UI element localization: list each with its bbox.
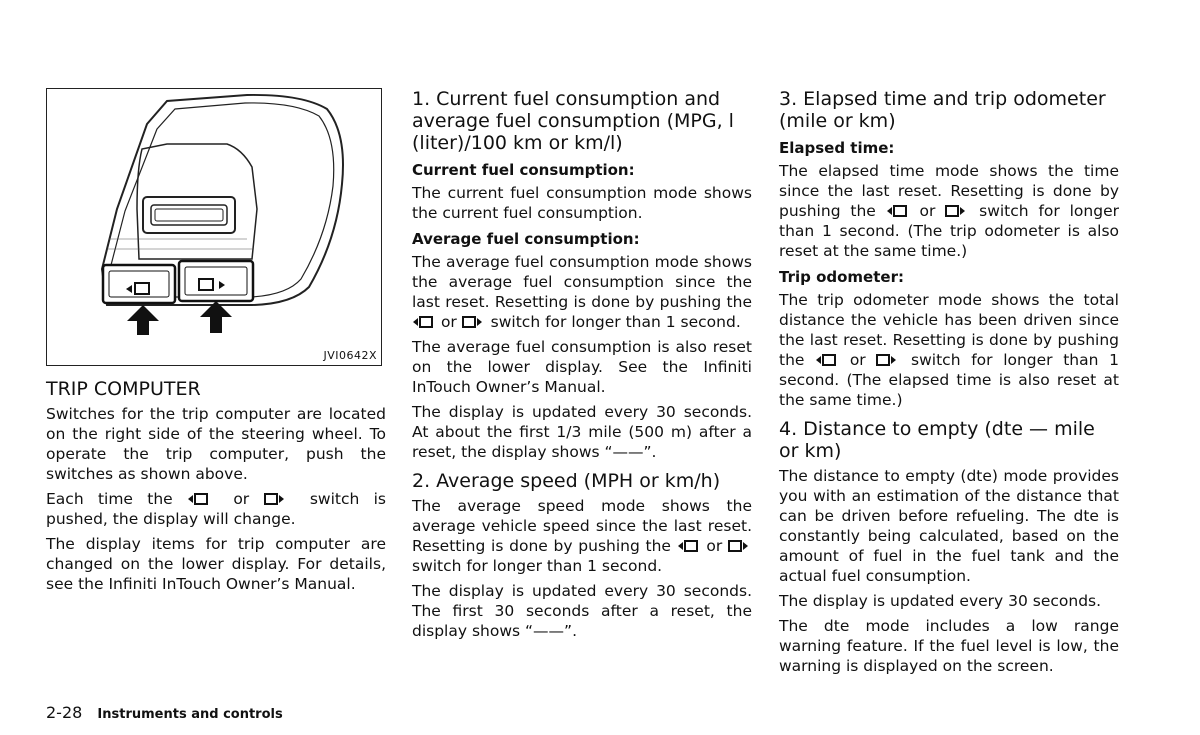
right-switch-icon [945, 204, 969, 218]
paragraph: The elapsed time mode shows the time since the last reset. Resetting is done by pushing the or switch for longer than 1 second. (The trip odometer is also reset at the same time.) [779, 162, 1119, 260]
section-title-distance-to-empty: 4. Distance to empty (dte — mile or km) [779, 418, 1095, 462]
paragraph: Switches for the trip computer are located on the right side of the steering wheel. To operate the trip computer, push the switches as shown above. [46, 405, 386, 483]
paragraph: The average fuel consumption is also reset on the lower display. See the Infiniti InTouch Owner’s Manual. [412, 338, 752, 396]
column-1 [46, 88, 386, 599]
paragraph: The display is updated every 30 seconds. The first 30 seconds after a reset, the display shows “——”. [412, 582, 752, 640]
left-switch-icon [412, 315, 436, 329]
subheading-current-fuel: Current fuel consumption: [412, 161, 635, 179]
paragraph: The distance to empty (dte) mode provides you with an estimation of the distance that can be driven before refueling. The dte is constantly being calculated, based on the amount of fuel in the fuel tank and the actual fuel consumption. [779, 467, 1119, 585]
figure-id: JVI0642X [323, 349, 377, 362]
paragraph: The average speed mode shows the average vehicle speed since the last reset. Resetting is done by pushing the or switch for longer than 1 second. [412, 497, 752, 575]
paragraph: The display is updated every 30 seconds. [779, 592, 1102, 610]
section-label: Instruments and controls [97, 707, 283, 722]
page-number: 2-28 [46, 703, 83, 722]
steering-switch-figure [46, 88, 382, 366]
left-switch-icon [886, 204, 910, 218]
paragraph: The display is updated every 30 seconds. At about the first 1/3 mile (500 m) after a reset, the display shows “——”. [412, 403, 752, 461]
section-title-trip-computer: TRIP COMPUTER [46, 378, 201, 400]
section-title-average-speed: 2. Average speed (MPH or km/h) [412, 470, 721, 492]
column-3 [779, 88, 1119, 681]
steering-switch-illustration [47, 89, 383, 367]
right-switch-icon [876, 353, 900, 367]
right-switch-icon [462, 315, 486, 329]
column-2 [412, 88, 752, 646]
section-title-fuel-consumption: 1. Current fuel consumption and average fuel consumption (MPG, l (liter)/100 km or km/l) [412, 88, 734, 154]
left-switch-icon [815, 353, 839, 367]
paragraph: The average fuel consumption mode shows the average fuel consumption since the last reset. Resetting is done by pushing the or switch for longer than 1 second. [412, 253, 752, 331]
paragraph: Each time the or switch is pushed, the display will change. [46, 490, 386, 528]
paragraph: The trip odometer mode shows the total distance the vehicle has been driven since the last reset. Resetting is done by pushing the or switch for longer than 1 second. (The elapsed time is also reset at the same time.) [779, 291, 1119, 409]
paragraph: The display items for trip computer are changed on the lower display. For details, see the Infiniti InTouch Owner’s Manual. [46, 535, 386, 593]
left-switch-icon [187, 492, 219, 506]
right-switch-icon [728, 539, 752, 553]
page-footer [46, 703, 283, 722]
right-switch-icon [264, 492, 296, 506]
paragraph: The current fuel consumption mode shows the current fuel consumption. [412, 184, 752, 222]
section-title-elapsed-time: 3. Elapsed time and trip odometer (mile or km) [779, 88, 1106, 132]
subheading-trip-odometer: Trip odometer: [779, 268, 904, 286]
paragraph: The dte mode includes a low range warning feature. If the fuel level is low, the warning is displayed on the screen. [779, 617, 1119, 675]
left-switch-icon [677, 539, 701, 553]
subheading-average-fuel: Average fuel consumption: [412, 230, 640, 248]
subheading-elapsed-time: Elapsed time: [779, 139, 895, 157]
